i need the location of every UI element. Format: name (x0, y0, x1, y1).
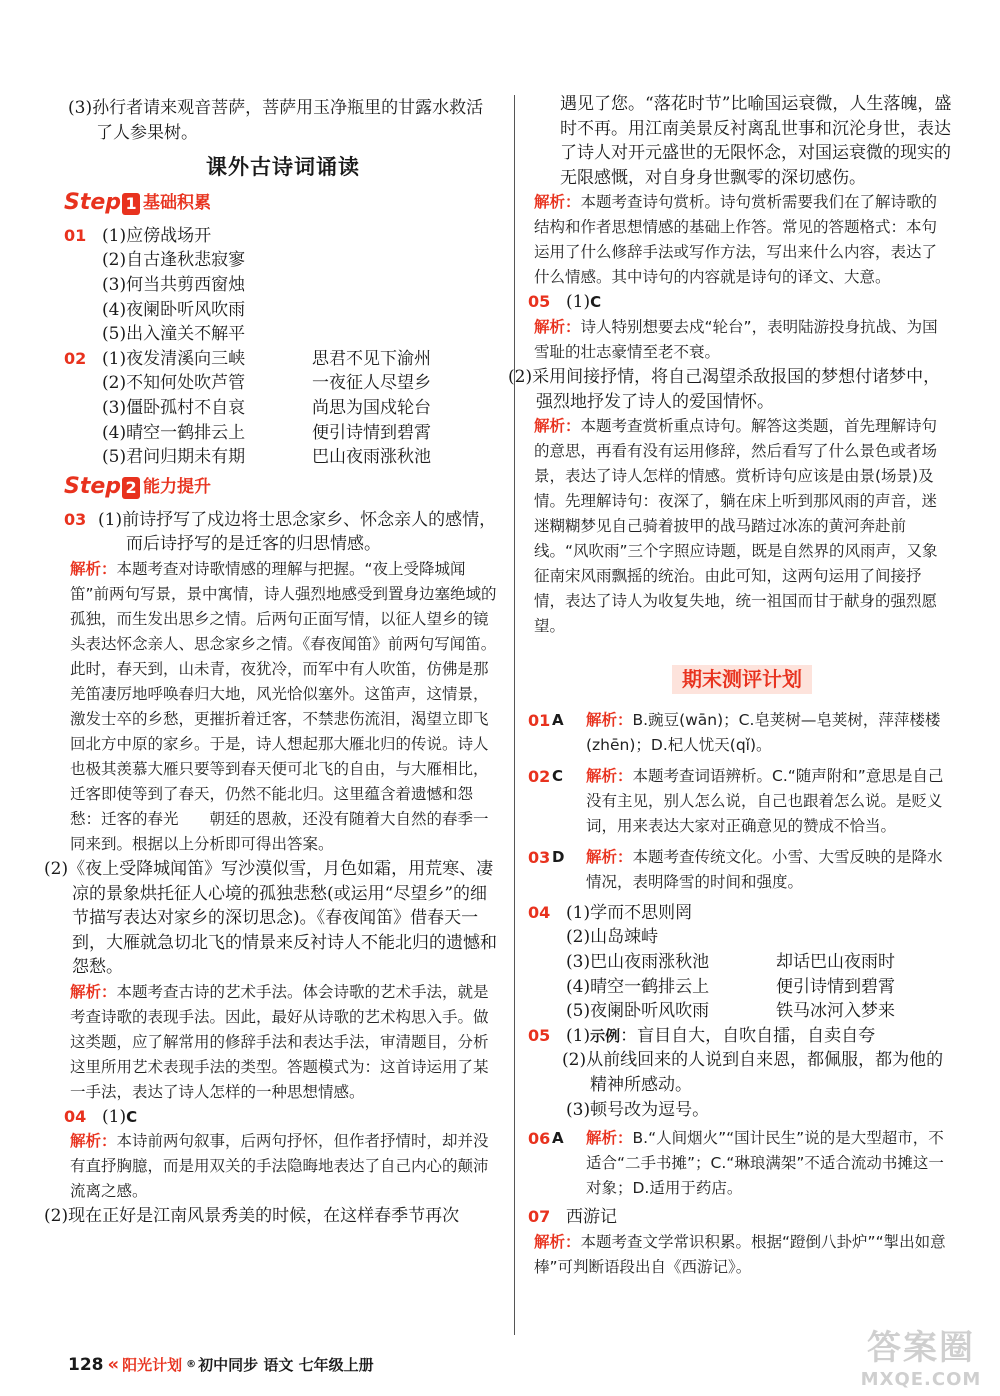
explanation-text: 本题考查文学常识积累。根据“蹬倒八卦炉”“掣出如意棒”可判断语段出自《西游记》。 (534, 1232, 946, 1276)
question-02 (64, 347, 498, 470)
step-number: 2 (122, 477, 140, 499)
question-01 (64, 224, 498, 347)
explanation-text: 本题考查古诗的艺术手法。体会诗歌的艺术手法，就是考查诗歌的表现手法。因此，最好从诗歌的艺术构思入手。做这类题，应了解常用的修辞手法和表达手法，审清题目，分析这里所用艺术表现手法的类型。答题模式为：这首诗运用了某一手法，表达了诗人怎样的一种思想情感。 (70, 982, 489, 1101)
exam-q02 (528, 764, 952, 839)
explanation-text: 本题考查传统文化。小雪、大雪反映的是降水情况，表明降雪的时间和强度。 (586, 847, 943, 891)
explanation (532, 1230, 952, 1280)
question-03 (64, 508, 498, 557)
pair-first: (1)夜发清溪向三峡 (102, 348, 246, 369)
explanation-text: 本题考查对诗歌情感的理解与把握。“夜上受降城闻笛”前两句写景，景中寓情，诗人强烈地感受到置身边塞绝域的孤独，而生发出思乡之情。后两句正面写情，以征人望乡的镜头表达怀念亲人、思念家乡之情。《春夜闻笛》前两句写闻笛。此时，春天到，山未青，夜犹冷，而军中有人吹笛，仿佛是那羌笛凄厉地呼唤春归大地，风光恰似塞外。这笛声，这情景，激发士卒的乡愁，更摧折着迁客，不禁悲伤流泪，渴望立即飞回北方中原的家乡。于是，诗人想起那大雁北归的传说。诗人也极其羡慕大雁只要等到春天便可北飞的自由，与大雁相比，迁客即使等到了春天，仍然不能北归。这里蕴含着遗憾和怨愁：迁客的春光 朝廷的恩赦，还没有随着大自然的春季一同来到。根据以上分析即可得出答案。 (70, 559, 497, 853)
explanation-label: 解析： (534, 1232, 581, 1251)
step-label: 能力提升 (143, 477, 212, 498)
explanation-text: 本题考查词语辨析。C.“随声附和”意思是自己没有主见，别人怎么说，自己也跟着怎么说。是贬义词，用来表达大家对正确意见的赞成不恰当。 (586, 766, 944, 835)
example-label: 示例 (590, 1026, 621, 1045)
answer-prefix: (1) (566, 292, 591, 313)
pair-second: 一夜征人尽望乡 (312, 373, 431, 394)
explanation-label: 解析： (70, 559, 117, 578)
explanation-label: 解析： (70, 1132, 117, 1151)
answer-continuation: 遇见了您。“落花时节”比喻国运衰微，人生落魄，盛时不再。用江南美景反衬离乱世事和沉沦身世，表达了诗人对开元盛世的无限怀念，对国运衰微的现实的无限感慨，对自身身世飘零的深切感伤。 (560, 94, 952, 188)
explanation-text: 诗人特别想要去戍“轮台”，表明陆游投身抗战、为国雪耻的壮志豪情至老不衰。 (534, 317, 938, 361)
pair-first: (5)夜阑卧听风吹雨 (566, 1001, 710, 1022)
answer-pair (98, 347, 498, 372)
answer-line: (4)夜阑卧听风吹雨 (102, 299, 246, 320)
question-number: 01 (528, 710, 551, 730)
pair-first: (4)晴空一鹤排云上 (102, 422, 246, 443)
answer-pair (562, 999, 952, 1024)
question-number: 06 (528, 1129, 551, 1149)
explanation-label: 解析： (586, 766, 633, 785)
column-divider (514, 95, 515, 1335)
watermark-text: 答案圈 (867, 1328, 975, 1368)
answer-choice: C (590, 293, 602, 312)
answer-pair (98, 396, 498, 421)
brand-name: 阳光计划 (122, 1356, 183, 1374)
pair-second: 便引诗情到碧霄 (312, 422, 431, 443)
step-word: Step (64, 474, 122, 500)
explanation-label: 解析： (586, 1129, 633, 1148)
answer-text: 西游记 (566, 1207, 617, 1228)
explanation (532, 315, 952, 365)
step2-header (64, 474, 498, 502)
answer-line: (3)何当共剪西窗烛 (102, 274, 246, 295)
answer-choice: C (126, 1107, 138, 1126)
question-number: 04 (528, 902, 551, 922)
answer-text: ：盲目自大，自吹自擂，自卖自夸 (620, 1025, 876, 1046)
explanation (68, 980, 498, 1105)
explanation-text: B.“人间烟火”“国计民生”说的是大型超市，不适合“二手书摊”；C.“琳琅满架”不适合流动书摊这一对象；D.适用于药店。 (586, 1129, 944, 1198)
answer-line: (2)自古逢秋悲寂寥 (102, 250, 246, 271)
pair-second: 便引诗情到碧霄 (776, 976, 895, 997)
explanation (532, 414, 952, 639)
pair-second: 却话巴山夜雨时 (776, 951, 895, 972)
section-title: 课外古诗词诵读 (206, 155, 360, 180)
answer-text: (2)采用间接抒情，将自己渴望杀敌报国的梦想付诸梦中，强烈地抒发了诗人的爱国情怀。 (508, 366, 941, 412)
explanation (68, 557, 498, 857)
exam-q04 (528, 901, 952, 1024)
watermark-url: MXQE.COM (860, 1369, 982, 1390)
answer-line: (1)应傍战场开 (102, 225, 212, 246)
question-number: 02 (64, 348, 87, 368)
step1-header (64, 190, 498, 218)
watermark-logo (856, 1320, 986, 1390)
registered-mark: ® (186, 1359, 197, 1370)
answer-text: (3)顿号改为逗号。 (566, 1099, 710, 1120)
answer-choice: C (552, 766, 564, 785)
top-item: (3)孙行者请来观音菩萨，菩萨用玉净瓶里的甘露水救活了人参果树。 (68, 98, 484, 143)
explanation-label: 解析： (534, 317, 581, 336)
question-number: 05 (528, 1025, 551, 1045)
exam-title-text: 期末测评计划 (672, 665, 812, 694)
answer-prefix: (1) (102, 1106, 127, 1127)
exam-q01 (528, 708, 952, 758)
right-column (508, 92, 952, 1280)
answer-text: (1)前诗抒写了戍边将士思念家乡、怀念亲人的感情，而后诗抒写的是迁客的归思情感。 (98, 509, 497, 555)
explanation-text: B.豌豆(wān)；C.皂荚树—皂荚树，萍萍楼楼(zhēn)；D.杞人忧天(qǐ)。 (586, 710, 941, 754)
explanation-label: 解析： (534, 193, 581, 212)
book-info: 初中同步 语文 七年级上册 (198, 1356, 374, 1374)
answer-pair (98, 371, 498, 396)
double-chevron-icon: « (107, 1354, 120, 1375)
explanation-label: 解析： (586, 710, 633, 729)
question-04 (64, 1105, 498, 1130)
question-number: 02 (528, 766, 551, 786)
pair-first: (2)不知何处吹芦管 (102, 373, 246, 394)
pair-first: (3)僵卧孤村不自哀 (102, 397, 246, 418)
pair-second: 铁马冰河入梦来 (776, 1001, 895, 1022)
pair-first: (3)巴山夜雨涨秋池 (566, 951, 710, 972)
exam-q05 (528, 1024, 952, 1122)
question-number: 05 (528, 292, 551, 312)
page-number: 128 (68, 1354, 104, 1375)
answer-text: (2)现在正好是江南风景秀美的时候，在这样春季节再次 (44, 1206, 460, 1227)
pair-second: 尚思为国戍轮台 (312, 397, 431, 418)
answer-choice: A (552, 1129, 564, 1148)
explanation-text: 本诗前两句叙事，后两句抒怀，但作者抒情时，却并没有直抒胸臆，而是用双关的手法隐晦地表达了自己内心的颠沛流离之感。 (70, 1132, 489, 1201)
exam-section-title (532, 665, 952, 694)
answer-prefix: (1) (566, 1025, 591, 1046)
pair-first: (5)君问归期未有期 (102, 447, 246, 468)
step-word: Step (64, 190, 122, 216)
answer-pair (98, 445, 498, 470)
answer-line: (1)学而不思则罔 (566, 902, 693, 923)
answer-line: (5)出入潼关不解平 (102, 324, 246, 345)
step-number: 1 (122, 193, 140, 215)
question-05 (528, 290, 952, 315)
exam-q03 (528, 845, 952, 895)
explanation-text: 本题考查赏析重点诗句。解答这类题，首先理解诗句的意思，再看有没有运用修辞，然后看写了什么景色或者场景，表达了诗人怎样的情感。赏析诗句应该是由景(场景)及情。先理解诗句：夜深了，躺在床上听到那风雨的声音，迷迷糊糊梦见自己骑着披甲的战马踏过冰冻的黄河奔赴前线。“风吹雨”三个字照应诗题，既是自然界的风雨声，又象征南宋风雨飘摇的统治。由此可知，这两句运用了间接抒情，表达了诗人为收复失地，统一祖国而甘于献身的强烈愿望。 (534, 417, 938, 636)
page-footer (68, 1354, 374, 1375)
left-column (44, 96, 498, 1229)
explanation-label: 解析： (586, 847, 633, 866)
explanation (532, 190, 952, 290)
answer-choice: A (552, 710, 564, 729)
answer-pair (562, 950, 952, 975)
question-number: 07 (528, 1207, 551, 1227)
question-number: 03 (528, 847, 551, 867)
pair-second: 思君不见下渝州 (312, 348, 431, 369)
explanation (68, 1129, 498, 1204)
answer-pair (562, 975, 952, 1000)
answer-pair (98, 421, 498, 446)
explanation-label: 解析： (534, 417, 581, 436)
exam-q06 (528, 1126, 952, 1201)
answer-choice: D (552, 847, 565, 866)
answer-text: (2)从前线回来的人说到自来恩，都佩服，都为他的精神所感动。 (562, 1050, 944, 1095)
answer-text: (2)《夜上受降城闻笛》写沙漠似雪，月色如霜，用荒寒、凄凉的景象烘托征人心境的孤独悲愁(或运用“尽望乡”的细节描写表达对家乡的深切思念)。《春夜闻笛》借春天一到，大雁就急切北飞的情景来反衬诗人不能北归的遗憾和怨愁。 (44, 858, 497, 978)
question-number: 01 (64, 225, 87, 245)
question-number: 03 (64, 509, 87, 529)
answer-line: (2)山岛竦峙 (566, 927, 659, 948)
pair-second: 巴山夜雨涨秋池 (312, 447, 431, 468)
exam-q07 (528, 1205, 952, 1230)
explanation-label: 解析： (70, 982, 117, 1001)
pair-first: (4)晴空一鹤排云上 (566, 976, 710, 997)
explanation-text: 本题考查诗句赏析。诗句赏析需要我们在了解诗歌的结构和作者思想情感的基础上作答。常见的答题格式：本句运用了什么修辞手法或写作方法，写出来什么内容，表达了什么情感。其中诗句的内容就是诗句的译文、大意。 (534, 193, 938, 287)
step-label: 基础积累 (143, 193, 212, 214)
question-number: 04 (64, 1106, 87, 1126)
